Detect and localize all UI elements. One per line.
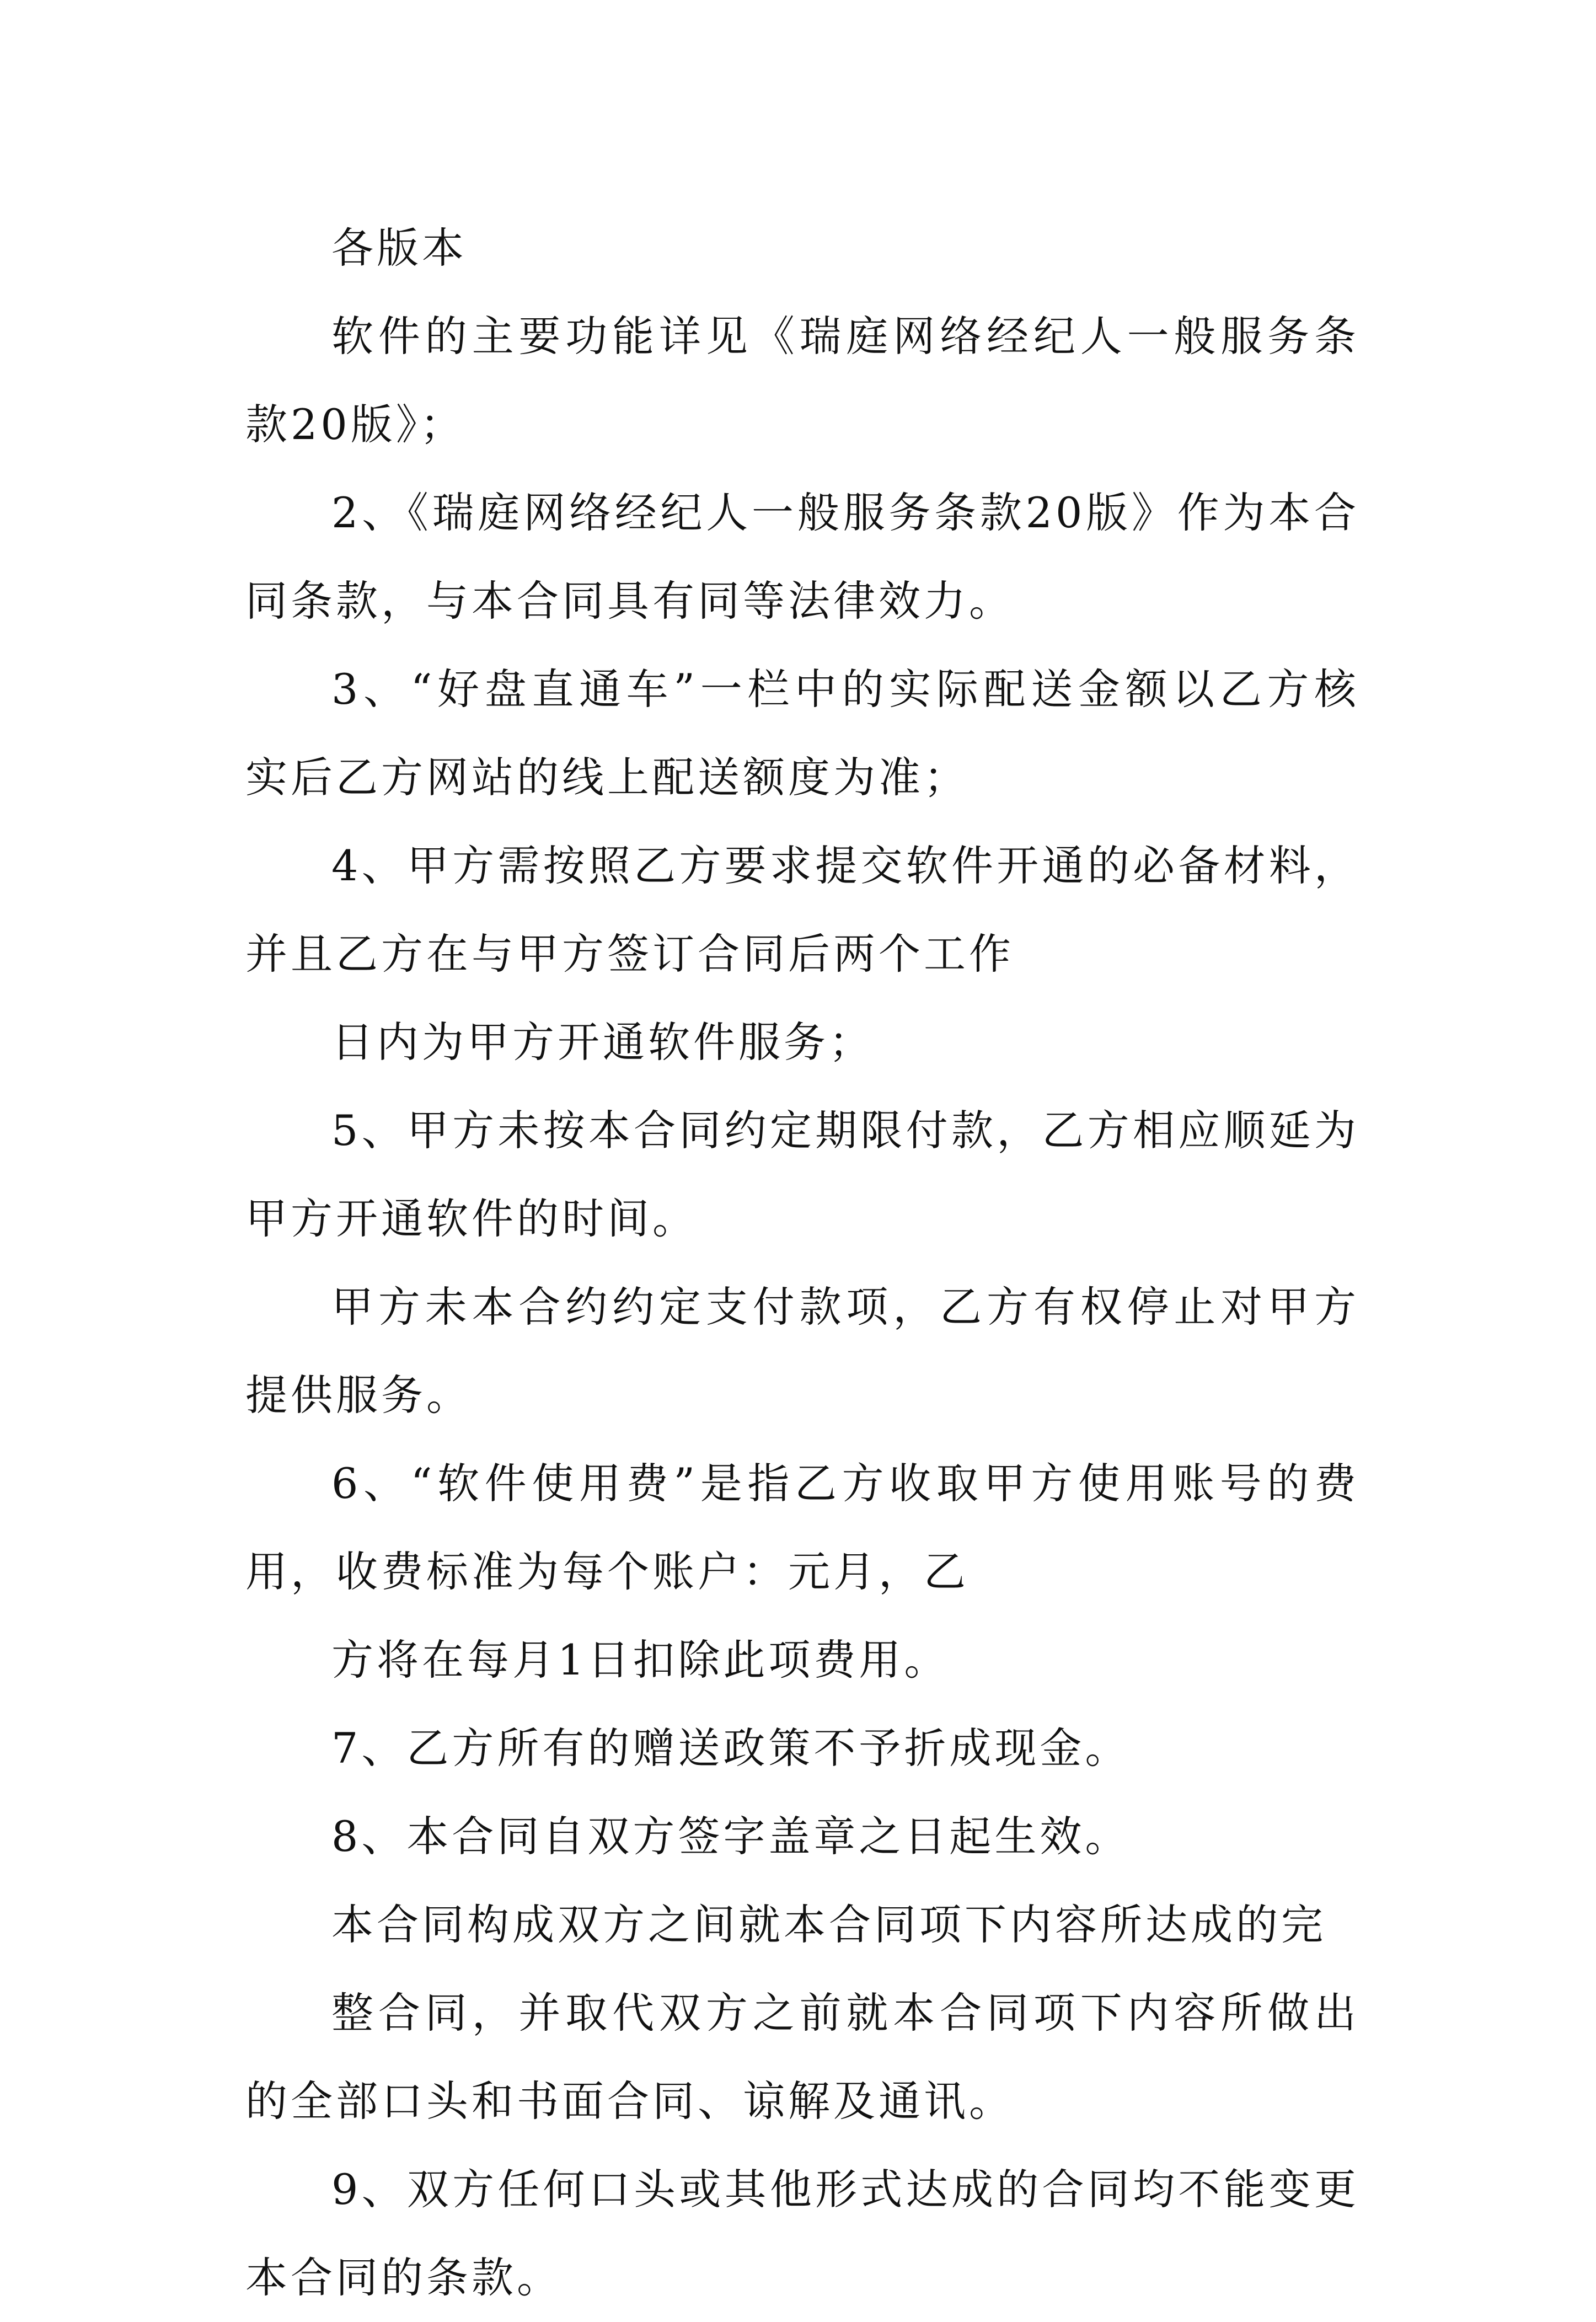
paragraph-10: 方将在每月1日扣除此项费用。: [331, 1635, 950, 1684]
paragraph-1: 各版本: [331, 223, 467, 272]
paragraph-7: 5、甲方未按本合同约定期限付款，乙方相应顺延为甲方开通软件的时间。: [245, 1106, 1359, 1243]
paragraph-5: 4、甲方需按照乙方要求提交软件开通的必备材料，并且乙方在与甲方签订合同后两个工作: [245, 841, 1359, 978]
paragraph-14: 整合同，并取代双方之前就本合同项下内容所做出的全部口头和书面合同、谅解及通讯。: [245, 1988, 1359, 2126]
paragraph-2: 软件的主要功能详见《瑞庭网络经纪人一般服务条款20版》；: [245, 312, 1359, 449]
paragraph-9: 6、“软件使用费”是指乙方收取甲方使用账号的费用，收费标准为每个账户：元月，乙: [245, 1459, 1359, 1596]
paragraph-13: 本合同构成双方之间就本合同项下内容所达成的完: [331, 1900, 1326, 1949]
paragraph-8: 甲方未本合约约定支付款项，乙方有权停止对甲方提供服务。: [245, 1282, 1359, 1420]
document-body: [245, 204, 1359, 2322]
paragraph-12: 8、本合同自双方签字盖章之日起生效。: [331, 1812, 1131, 1861]
paragraph-11: 7、乙方所有的赠送政策不予折成现金。: [331, 1724, 1131, 1773]
paragraph-4: 3、“好盘直通车”一栏中的实际配送金额以乙方核实后乙方网站的线上配送额度为准；: [245, 665, 1359, 802]
paragraph-3: 2、《瑞庭网络经纪人一般服务条款20版》作为本合同条款，与本合同具有同等法律效力。: [245, 488, 1359, 625]
paragraph-6: 日内为甲方开通软件服务；: [331, 1018, 874, 1067]
paragraph-15: 9、双方任何口头或其他形式达成的合同均不能变更本合同的条款。: [245, 2165, 1359, 2302]
